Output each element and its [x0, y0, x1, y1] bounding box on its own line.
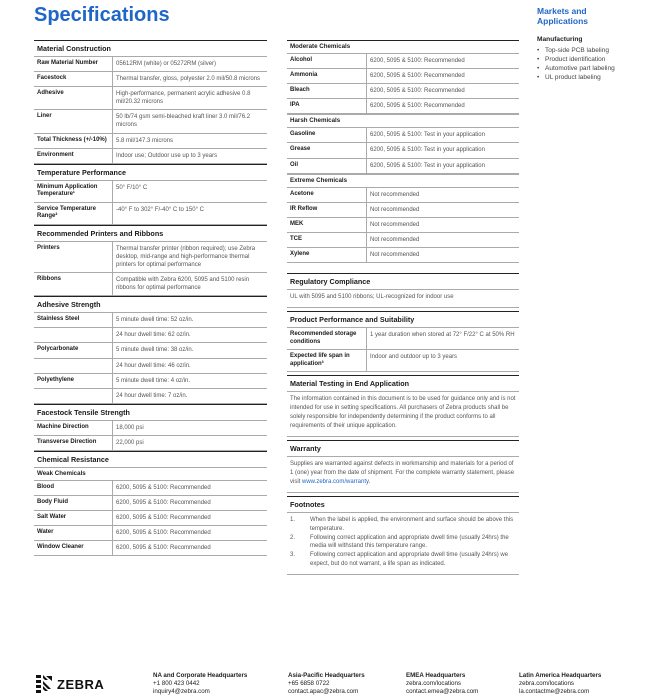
table-row: [34, 312, 267, 327]
table-row: [34, 388, 267, 404]
zebra-logo: [34, 673, 104, 695]
hq-line[interactable]: la.contactme@zebra.com: [519, 688, 590, 696]
table-row: [287, 127, 519, 142]
hq-line[interactable]: inquiry4@zebra.com: [153, 688, 210, 696]
footnote: [290, 534, 516, 551]
left-column: [34, 40, 267, 556]
row-label: Machine Direction: [37, 423, 89, 430]
material-construction-section: [34, 40, 267, 164]
table-row: [34, 420, 267, 435]
temperature-performance-section: [34, 164, 267, 225]
table-row: [287, 187, 519, 202]
row-label: [34, 328, 112, 342]
row-value: 50° F/10° C: [112, 181, 267, 202]
row-label: Salt Water: [37, 514, 67, 521]
row-label: IR Reflow: [290, 205, 318, 212]
row-label: MEK: [290, 220, 304, 227]
row-value: 6200, 5095 & 5100: Recommended: [112, 541, 267, 555]
row-value: High-performance, permanent acrylic adhesive 0.8 mil/20.32 microns: [112, 87, 267, 109]
row-label: Ribbons: [37, 276, 61, 283]
list-item-text: UL product labeling: [545, 73, 601, 81]
row-value: Indoor use; Outdoor use up to 3 years: [112, 149, 267, 163]
material-testing-section: [287, 375, 519, 437]
row-value: Compatible with Zebra 6200, 5095 and 5100 resin ribbons for optimal performance: [112, 273, 267, 295]
row-label: TCE: [290, 235, 302, 242]
bullet-icon: •: [537, 46, 540, 54]
section-heading: Recommended Printers and Ribbons: [34, 225, 267, 241]
moderate-chemicals-heading: Moderate Chemicals: [287, 40, 519, 53]
rows: [287, 187, 519, 263]
row-label: Minimum Application Temperature¹: [37, 183, 98, 198]
table-row: [287, 53, 519, 68]
list-item: [537, 55, 637, 64]
footnote-number: 1.: [290, 517, 296, 524]
table-row: [34, 342, 267, 357]
table-row: [34, 525, 267, 540]
row-label: Recommended storage conditions: [290, 331, 357, 345]
list-item-text: Product identification: [545, 55, 606, 63]
row-value: 6200, 5095 & 5100: Recommended: [366, 69, 519, 83]
row-label: IPA: [290, 102, 300, 109]
section-heading: Material Testing in End Application: [287, 375, 519, 391]
row-value: 6200, 5095 & 5100: Recommended: [112, 511, 267, 525]
bullet-icon: •: [537, 73, 540, 81]
section-heading: Chemical Resistance: [34, 451, 267, 467]
row-value: Not recommended: [366, 233, 519, 247]
logo-wordmark: ZEBRA: [57, 676, 105, 692]
table-row: [34, 180, 267, 202]
row-value: Not recommended: [366, 248, 519, 262]
table-row: [34, 272, 267, 296]
regulatory-text: UL with 5095 and 5100 ribbons; UL-recognized for indoor use: [287, 289, 519, 308]
section-heading: Warranty: [287, 440, 519, 456]
row-value: 24 hour dwell time: 7 oz/in.: [112, 389, 267, 403]
row-label: Blood: [37, 483, 54, 490]
table-row: [34, 495, 267, 510]
row-value: 6200, 5095 & 5100: Test in your application: [366, 143, 519, 157]
table-row: [34, 86, 267, 109]
row-label: Polycarbonate: [37, 346, 79, 353]
tensile-strength-section: [34, 404, 267, 451]
hq-latam: [519, 672, 601, 696]
footnote-text: Following correct application and appropriate dwell time (usually 24hrs) we expect, but do not warrant, a life span as indicated.: [310, 551, 509, 567]
hq-line: +65 6858 0722: [288, 680, 330, 688]
row-value: 24 hour dwell time: 46 oz/in.: [112, 359, 267, 373]
warranty-link[interactable]: www.zebra.com/warranty: [302, 479, 369, 486]
section-heading: Product Performance and Suitability: [287, 311, 519, 327]
row-value: 6200, 5095 & 5100: Recommended: [112, 526, 267, 540]
chemicals-continued: [287, 40, 519, 263]
section-heading: Facestock Tensile Strength: [34, 404, 267, 420]
markets-sidebar: [537, 7, 637, 82]
row-label: [34, 389, 112, 403]
section-heading: Material Construction: [34, 40, 267, 56]
footnote-text: Following correct application and appropriate dwell time (usually 24hrs) the media will withstand this temperature range.: [310, 534, 509, 550]
row-label: Bleach: [290, 87, 310, 94]
table-row: [34, 109, 267, 132]
row-label: Window Cleaner: [37, 544, 84, 551]
warranty-section: [287, 440, 519, 493]
row-value: Not recommended: [366, 218, 519, 232]
rows: [287, 53, 519, 114]
rows: [34, 180, 267, 225]
row-label: Transverse Direction: [37, 438, 97, 445]
table-row: [287, 68, 519, 83]
hq-line[interactable]: contact.emea@zebra.com: [406, 688, 479, 696]
row-label: Raw Material Number: [37, 60, 99, 66]
hq-line: +1 800 423 0442: [153, 680, 200, 688]
middle-column: [287, 40, 519, 575]
row-label: Xylene: [290, 251, 310, 258]
row-label: Alcohol: [290, 57, 312, 63]
table-row: [287, 349, 519, 372]
row-label: Environment: [37, 151, 74, 158]
row-label: Gasoline: [290, 131, 316, 138]
list-item: [537, 64, 637, 73]
table-row: [34, 510, 267, 525]
rows: [287, 327, 519, 372]
row-value: 6200, 5095 & 5100: Recommended: [112, 481, 267, 495]
list-item-text: Automotive part labeling: [545, 64, 615, 72]
table-row: [287, 98, 519, 114]
row-label: Facestock: [37, 75, 67, 82]
row-value: 5 minute dwell time: 38 oz/in.: [112, 343, 267, 357]
table-row: [34, 71, 267, 86]
row-value: 5 minute dwell time: 4 oz/in.: [112, 374, 267, 388]
regulatory-section: [287, 273, 519, 308]
footnotes-section: [287, 496, 519, 575]
table-row: [34, 540, 267, 556]
table-row: [287, 158, 519, 174]
table-row: [34, 435, 267, 451]
rows: [34, 480, 267, 556]
hq-name: NA and Corporate Headquarters: [153, 672, 248, 679]
row-value: Not recommended: [366, 203, 519, 217]
markets-subheading: Manufacturing: [537, 35, 583, 43]
table-row: [34, 327, 267, 342]
bullet-icon: •: [537, 64, 540, 72]
footnote-number: 2.: [290, 534, 296, 541]
footer: [0, 660, 648, 700]
warranty-text: [287, 456, 519, 493]
table-row: [287, 83, 519, 98]
footnote: [290, 551, 516, 568]
row-label: Grease: [290, 146, 311, 153]
footnote-number: 3.: [290, 551, 296, 558]
markets-heading: Markets and Applications: [537, 6, 589, 26]
row-label: Ammonia: [290, 72, 318, 79]
row-label: Adhesive: [37, 90, 64, 97]
material-testing-text: The information contained in this document is to be used for guidance only and is not intended for use in setting specifications. All purchasers of Zebra products shall be solely responsible for independently determining if the product conforms to all requirements of their unique application.: [287, 391, 519, 437]
table-row: [287, 327, 519, 349]
rows: [34, 420, 267, 451]
footnote-text: When the label is applied, the environment and surface should be above this temperature.: [310, 517, 514, 532]
row-label: Water: [37, 529, 54, 536]
hq-na: [153, 672, 247, 696]
row-value: 50 lb/74 gsm semi-bleached kraft liner 3.0 mil/76.2 microns: [112, 110, 267, 132]
weak-chemicals-heading: Weak Chemicals: [34, 467, 267, 480]
hq-line[interactable]: zebra.com/locations: [406, 680, 462, 688]
hq-name: Asia-Pacific Headquarters: [288, 672, 365, 679]
row-value: 05612RM (white) or 05272RM (silver): [112, 57, 267, 71]
row-value: 1 year duration when stored at 72° F/22° C at 50% RH: [366, 328, 519, 349]
table-row: [287, 142, 519, 157]
row-label: Oil: [290, 161, 299, 168]
markets-list: [537, 46, 637, 82]
row-value: 6200, 5095 & 5100: Recommended: [112, 496, 267, 510]
hq-line[interactable]: zebra.com/locations: [519, 680, 575, 688]
row-value: 6200, 5095 & 5100: Test in your application: [366, 128, 519, 142]
table-row: [34, 202, 267, 225]
section-heading: Regulatory Compliance: [287, 273, 519, 289]
rows: [34, 312, 267, 404]
hq-emea: [406, 672, 478, 696]
harsh-chemicals-heading: Harsh Chemicals: [287, 114, 519, 127]
section-heading: Adhesive Strength: [34, 296, 267, 312]
row-value: Not recommended: [366, 188, 519, 202]
hq-name: Latin America Headquarters: [519, 672, 602, 679]
row-value: Thermal transfer, gloss, polyester 2.0 mil/50.8 microns: [112, 72, 267, 86]
table-row: [34, 373, 267, 388]
row-label: Liner: [37, 113, 52, 120]
row-label: Acetone: [290, 190, 314, 197]
table-row: [34, 133, 267, 148]
row-label: Stainless Steel: [37, 316, 80, 323]
table-row: [34, 241, 267, 272]
table-row: [287, 217, 519, 232]
row-label: Printers: [37, 244, 60, 251]
footnotes-list: [287, 512, 519, 575]
section-heading: Footnotes: [287, 496, 519, 512]
row-value: 6200, 5095 & 5100: Recommended: [366, 99, 519, 113]
extreme-chemicals-heading: Extreme Chemicals: [287, 174, 519, 187]
section-heading: Temperature Performance: [34, 164, 267, 180]
list-item: [537, 46, 637, 55]
row-value: -40° F to 302° F/-40° C to 150° C: [112, 203, 267, 224]
hq-line[interactable]: contact.apac@zebra.com: [288, 688, 359, 696]
table-row: [287, 202, 519, 217]
row-value: 6200, 5095 & 5100: Test in your application: [366, 159, 519, 173]
row-value: Indoor and outdoor up to 3 years: [366, 350, 519, 371]
table-row: [287, 247, 519, 263]
bullet-icon: •: [537, 55, 540, 63]
hq-name: EMEA Headquarters: [406, 672, 466, 679]
row-value: 6200, 5095 & 5100: Recommended: [366, 84, 519, 98]
adhesive-strength-section: [34, 296, 267, 404]
table-row: [34, 480, 267, 495]
row-label: Body Fluid: [37, 499, 68, 506]
rows: [287, 127, 519, 173]
rows: [34, 56, 267, 164]
chemical-resistance-section: [34, 451, 267, 556]
hq-apac: [288, 672, 365, 696]
row-label: Polyethylene: [37, 376, 75, 383]
row-label: [34, 359, 112, 373]
row-value: 24 hour dwell time: 62 oz/in.: [112, 328, 267, 342]
table-row: [34, 148, 267, 164]
list-item: [537, 73, 637, 82]
table-row: [34, 358, 267, 373]
row-value: 5.8 mil/147.3 microns: [112, 134, 267, 148]
row-value: 22,000 psi: [112, 436, 267, 450]
warranty-body: Supplies are warranted against defects in workmanship and materials for a period of 1 (one) year from the date of shipment. For the complete warranty statement, please visit: [290, 461, 515, 486]
row-value: Thermal transfer printer (ribbon required); use Zebra desktop, mid-range and high-performance thermal printers for optimal performance: [112, 242, 267, 272]
row-value: 6200, 5095 & 5100: Recommended: [366, 54, 519, 68]
row-value: 5 minute dwell time: 52 oz/in.: [112, 313, 267, 327]
page-title: Specifications: [34, 4, 170, 26]
recommended-printers-section: [34, 225, 267, 296]
footnote: [290, 516, 516, 533]
row-label: Service Temperature Range²: [37, 205, 96, 220]
row-label: Total Thickness (+/-10%): [37, 136, 107, 143]
table-row: [287, 232, 519, 247]
warranty-end: .: [368, 479, 371, 486]
list-item-text: Top-side PCB labeling: [545, 46, 609, 54]
row-value: 18,000 psi: [112, 421, 267, 435]
row-label: Expected life span in application³: [290, 353, 350, 367]
zebra-head-icon: [34, 673, 54, 695]
rows: [34, 241, 267, 296]
table-row: [34, 56, 267, 71]
product-performance-section: [287, 311, 519, 372]
